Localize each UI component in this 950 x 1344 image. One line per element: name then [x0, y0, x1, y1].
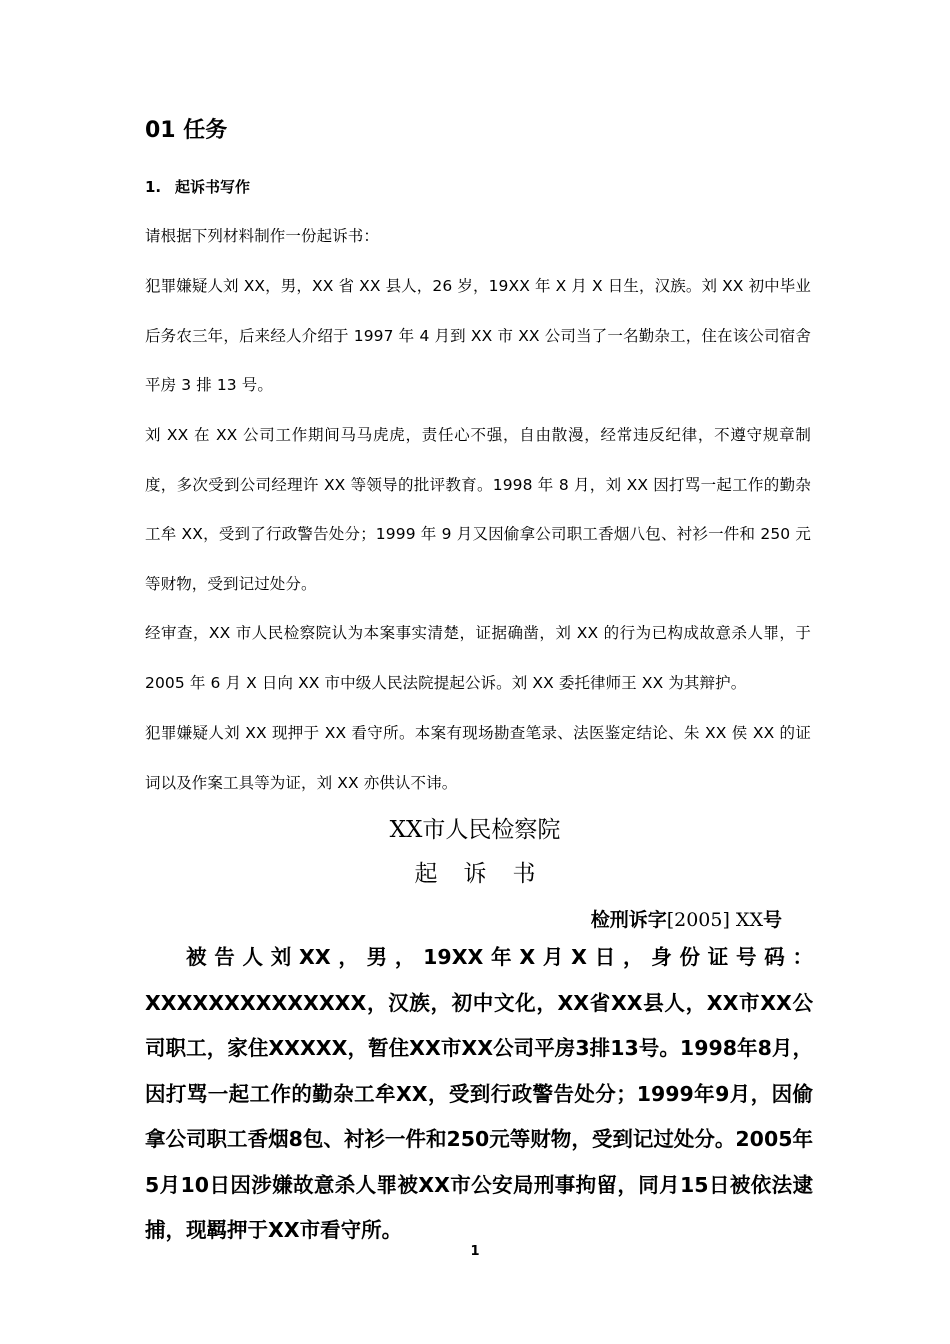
document-number-value: [2005] XX	[666, 909, 763, 931]
task-subheading	[145, 176, 250, 198]
material-paragraph: 刘 XX 在 XX 公司工作期间马马虎虎，责任心不强，自由散漫，经常违反纪律，不遵守规章制度，多次受到公司经理许 XX 等领导的批评教育。1998 年 8 月，刘 XX 因打骂一起工作的勤杂工牟 XX，受到了行政警告处分；1999 年 9 月又因偷拿公司职工香烟八包、衬衫一件和 250 元等财物，受到记过处分。	[145, 426, 811, 593]
task-number: 1.	[145, 178, 162, 196]
section-heading: 01 任务	[145, 118, 228, 143]
material-paragraph: 犯罪嫌疑人刘 XX 现押于 XX 看守所。本案有现场勘查笔录、法医鉴定结论、朱 XX 侯 XX 的证词以及作案工具等为证，刘 XX 亦供认不讳。	[145, 724, 811, 792]
document-number-prefix: 检刑诉字	[590, 909, 667, 931]
document-number	[591, 904, 782, 936]
material-paragraph: 犯罪嫌疑人刘 XX，男，XX 省 XX 县人，26 岁，19XX 年 X 月 X 日生，汉族。刘 XX 初中毕业后务农三年，后来经人介绍于 1997 年 4 月到 XX 市 XX 公司当了一名勤杂工，住在该公司宿舍平房 3 排 13 号。	[145, 277, 811, 394]
document-type-title: 起诉书	[414, 861, 562, 887]
material-paragraph: 经审查，XX 市人民检察院认为本案事实清楚，证据确凿，刘 XX 的行为已构成故意杀人罪，于 2005 年 6 月 X 日向 XX 市中级人民法院提起公诉。刘 XX 委托律师王 XX 为其辩护。	[145, 624, 811, 692]
task-title: 起诉书写作	[175, 178, 251, 196]
procuratorate-name: XX市人民检察院	[389, 817, 561, 843]
task-instruction: 请根据下列材料制作一份起诉书：	[145, 227, 380, 245]
page-number: 1	[470, 1244, 480, 1259]
document-number-suffix: 号	[762, 909, 782, 931]
indictment-body: 被告人刘XX，男，19XX年X月X日，身份证号码：XXXXXXXXXXXXXX，汉族，初中文化，XX省XX县人，XX市XX公司职工，家住XXXXX，暂住XX市XX公司平房3排13号。1998年8月，因打骂一起工作的勤杂工牟XX，受到行政警告处分；1999年9月，因偷拿公司职工香烟8包、衬衫一件和250元等财物，受到记过处分。2005年5月10日因涉嫌故意杀人罪被XX市公安局刑事拘留，同月15日被依法逮捕，现羁押于XX市看守所。	[145, 945, 813, 1242]
